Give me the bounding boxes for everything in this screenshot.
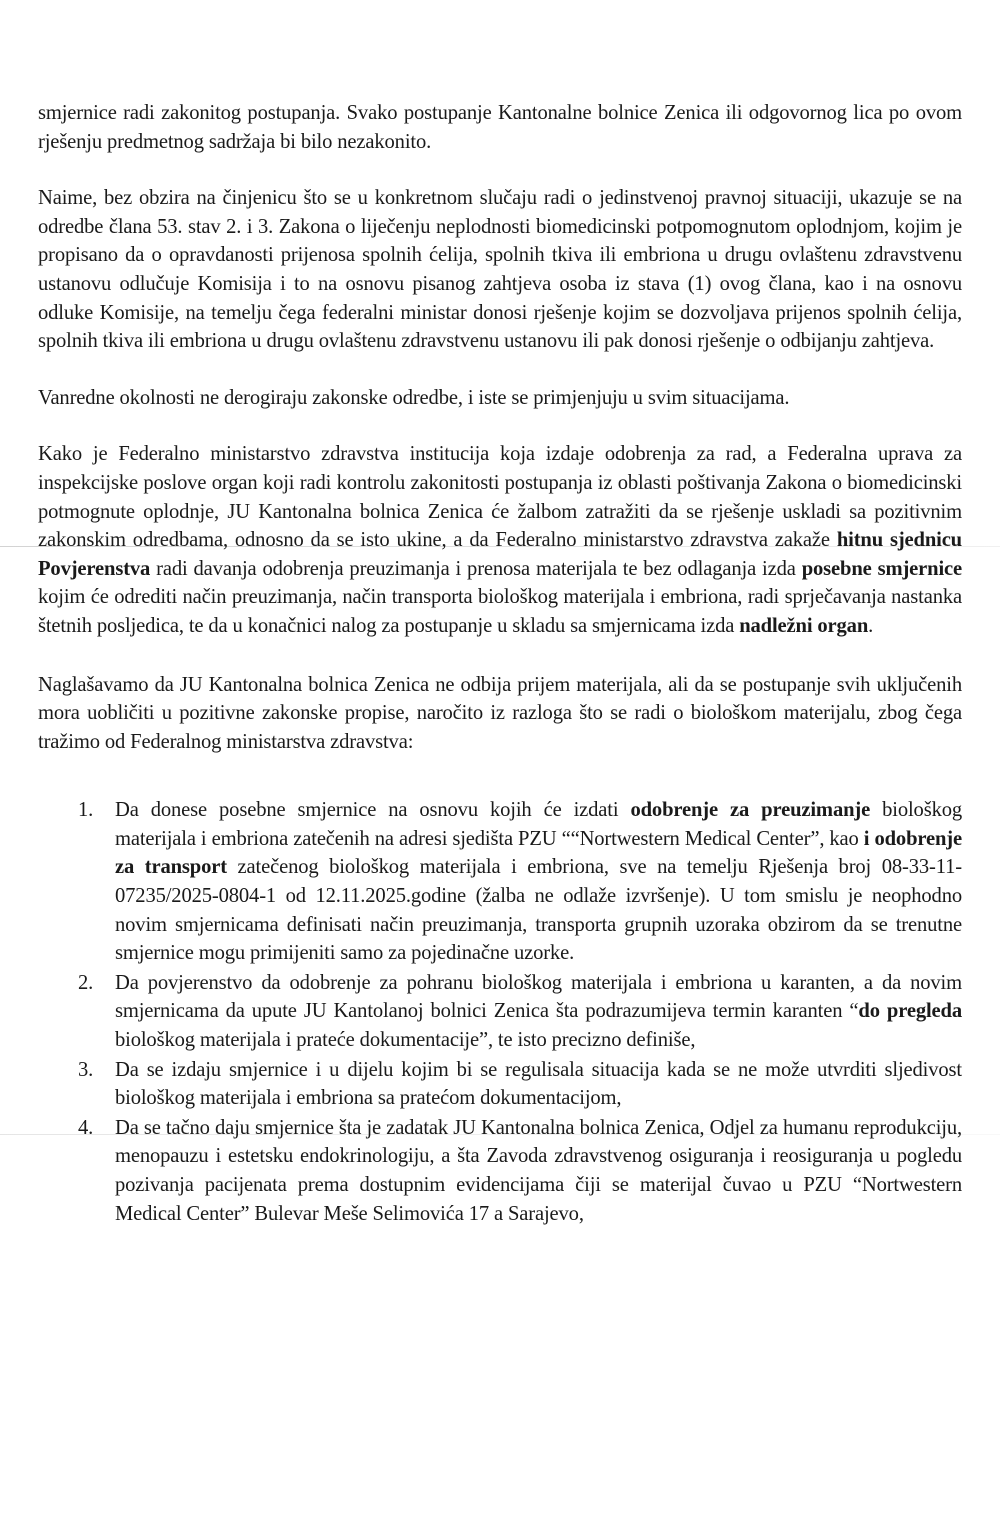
request-item — [38, 1056, 962, 1113]
request-number: 3. — [78, 1058, 94, 1081]
emphasized-text: odobrenje za preuzimanje — [630, 799, 871, 822]
emphasized-text: nadležni organ — [739, 614, 869, 637]
body-text: biološkog materijala i prateće dokumentacije”, te isto precizno definiše, — [115, 1029, 696, 1052]
body-text: biološkog materijala i embriona zatečenih na adresi sjedišta PZU ““Nortwestern Medical Center”, kao — [115, 799, 963, 850]
request-number: 2. — [78, 971, 94, 994]
paragraph-continuation — [38, 99, 962, 156]
body-text: zatečenog biološkog materijala i embriona, sve na temelju Rješenja broj 08-33-11-07235/2025-0804-1 od 12.11.2025.godine (žalba ne odlaže izvršenje). U tom smislu je neophodno novim smjernicama definisati način preuzimanja, transporta grupnih uzoraka obzirom da se trenutne smjernice mogu primijeniti samo za pojedinačne uzorke. — [115, 856, 962, 965]
request-text — [115, 1059, 962, 1110]
body-text: . — [868, 614, 874, 637]
document-page — [38, 99, 962, 1229]
request-text — [115, 972, 962, 1051]
body-text: Da povjerenstvo da odobrenje za pohranu biološkog materijala i embriona u karanten, a da novim smjernicama da upute JU Kantolanoj bolnici Zenica šta podrazumijeva termin karanten “ — [115, 971, 962, 1023]
body-text: Naime, bez obzira na činjenicu što se u konkretnom slučaju radi o jedinstvenoj pravnoj situaciji, ukazuje se na odredbe člana 53. stav 2. i 3. Zakona o liječenju neplodnosti biomedicinski potpomognutom oplodnjom, kojim je propisano da o opravdanosti prijenosa spolnih ćelija, spolnih tkiva ili embriona u drugu ovlaštenu zdravstvenu ustanovu odlučuje Komisija i to na osnovu pisanog zahtjeva osoba iz stava (1) ovog člana, kao i na osnovu odluke Komisije, na temelju čega federalni ministar donosi rješenje kojim se dozvoljava prijenos spolnih ćelija, spolnih tkiva ili embriona u drugu ovlaštenu zdravstvenu ustanovu ili pak donosi rješenje o odbijanju zahtjeva. — [38, 187, 962, 353]
body-text: radi davanja odobrenja preuzimanja i prenosa materijala te bez odlaganja izda — [150, 557, 802, 580]
paragraph-legal-basis — [38, 184, 962, 356]
paragraph-request-intro — [38, 671, 962, 757]
emphasized-text: posebne smjernice — [801, 557, 962, 580]
request-text — [115, 1117, 962, 1225]
emphasized-text: i odobrenje za transport — [115, 827, 962, 879]
emphasized-text: hitnu sjednicu Povjerenstva — [38, 529, 962, 580]
requests-list — [38, 796, 962, 1228]
body-text: Vanredne okolnosti ne derogiraju zakonske odredbe, i iste se primjenjuju u svim situacijama. — [38, 386, 790, 409]
body-text: Da donese posebne smjernice na osnovu kojih će izdati — [115, 799, 631, 822]
emphasized-text: do pregleda — [858, 1000, 962, 1023]
body-text: Da se izdaju smjernice i u dijelu kojim bi se regulisala situacija kada se ne može utvrditi sljedivost biološkog materijala i embriona sa pratećom dokumentacijom, — [115, 1058, 962, 1110]
body-text: Kako je Federalno ministarstvo zdravstva institucija koja izdaje odobrenja za rad, a Federalna uprava za inspekcijske poslove organ koji radi kontrolu zakonitosti postupanja iz oblasti poštivanja Zakona o biomedicinski potmognute oplodnje, JU Kantonalna bolnica Zenica će žalbom zatražiti da se rješenje uskladi sa pozitivnim zakonskim odredbama, odnosno da se isto ukine, a da Federalno ministarstvo zdravstva zakaže — [38, 443, 962, 552]
paragraph-ministry-role — [38, 440, 962, 640]
body-text: smjernice radi zakonitog postupanja. Svako postupanje Kantonalne bolnice Zenica ili odgovornog lica po ovom rješenju predmetnog sadržaja bi bilo nezakonito. — [38, 102, 962, 153]
request-number: 4. — [78, 1116, 94, 1139]
request-item — [38, 796, 962, 968]
request-number: 1. — [78, 799, 94, 822]
request-text — [115, 799, 962, 964]
body-text: kojim će odrediti način preuzimanja, način transporta biološkog materijala i embriona, radi sprječavanja nastanka štetnih posljedica, te da u konačnici nalog za postupanje u skladu sa smjernicama izda — [38, 586, 962, 637]
paragraph-extraordinary-circumstances — [38, 384, 962, 413]
request-item — [38, 1114, 962, 1228]
body-text: Naglašavamo da JU Kantonalna bolnica Zenica ne odbija prijem materijala, ali da se postupanje svih uključenih mora uobličiti u pozitivne zakonske propise, naročito iz razloga što se radi o biološkom materijalu, zbog čega tražimo od Federalnog ministarstva zdravstva: — [38, 673, 962, 753]
request-item — [38, 969, 962, 1055]
body-text: Da se tačno daju smjernice šta je zadatak JU Kantonalna bolnica Zenica, Odjel za humanu reprodukciju, menopauzu i estetsku endokrinologiju, a šta Zavoda zdravstvenog osiguranja i reosiguranja u pogledu pozivanja pacijenata prema dostupnim evidencijama čiji se materijal čuvao u PZU “Nortwestern Medical Center” Bulevar Meše Selimovića 17 a Sarajevo, — [115, 1116, 962, 1225]
